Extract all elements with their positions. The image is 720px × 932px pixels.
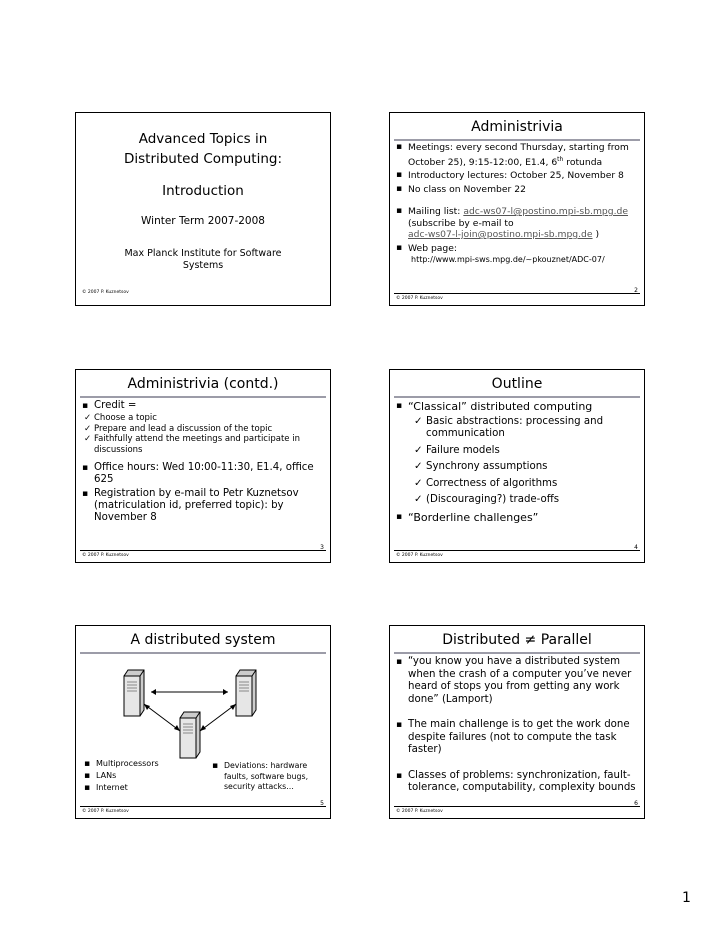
slide-2-title: Administrivia [471,119,563,135]
title-rule [80,396,326,398]
slide-footer: © 2007 P. Kuznetsov 5 [82,800,324,814]
list-item: ▪ Registration by e-mail to Petr Kuznetsov (matriculation id, preferred topic): by November 8 [82,488,326,524]
check-item: ✓ (Discouraging?) trade-offs [414,494,640,507]
list-item: ▪ No class on November 22 [396,184,640,196]
slide-1-footer: © 2007 P. Kuznetsov [82,290,129,295]
slide-1-subtitle: Introduction [162,183,244,199]
slide-6-bullets [396,656,640,795]
check-item: ✓ Synchrony assumptions [414,461,640,474]
list-item: ▪ Web page: http://www.mpi-sws.mpg.de/~pkouznet/ADC-07/ [396,243,640,266]
slide-2 [389,112,645,306]
title-rule [394,652,640,654]
list-item: ▪ Meetings: every second Thursday, starting from October 25), 9:15-12:00, E1.4, 6th rotunda [396,142,640,168]
list-item: ▪ Introductory lectures: October 25, November 8 [396,170,640,182]
title-rule [394,139,640,141]
server-icon [236,670,256,716]
link-line [144,704,180,731]
list-item: ▪ Mailing list: adc-ws07-l@postino.mpi-sb.mpg.de (subscribe by e-mail to adc-ws07-l-join@postino.mpi-sb.mpg.de ) [396,206,640,241]
slide-6-title: Distributed ≠ Parallel [442,632,592,648]
link-line [200,704,236,731]
slide-1 [75,112,331,306]
arrowhead [174,725,180,731]
slide-3-title: Administrivia (contd.) [127,376,279,392]
credit-checklist [84,413,326,455]
list-item: ▪ Deviations: hardware faults, software bugs, security attacks… [212,761,322,793]
slide-2-bullets [396,142,640,266]
slide-1-term: Winter Term 2007-2008 [141,215,265,227]
list-item: ▪ LANs [84,770,159,782]
server-icon [180,712,200,758]
arrowhead [230,704,236,710]
slide-4-bullets [396,400,640,524]
slide-footer: © 2007 P. Kuznetsov 4 [396,544,638,558]
slide-4 [389,369,645,563]
slide-5-title: A distributed system [130,632,276,648]
slide-footer: © 2007 P. Kuznetsov 3 [82,544,324,558]
arrowhead [200,725,206,731]
slide-footer: © 2007 P. Kuznetsov 6 [396,800,638,814]
deviations-list [212,761,322,793]
arrowhead [151,689,156,695]
page-number: 1 [682,890,691,906]
arrowhead [144,704,150,710]
list-item: ▪ The main challenge is to get the work done despite failures (not to compute the task faster) [396,719,640,757]
check-item: ✓ Faithfully attend the meetings and participate in discussions [84,434,326,455]
list-item: ▪ “Classical” distributed computing ✓ Basic abstractions: processing and communication ✓ Failure models ✓ Synchrony assumptions ✓ Correctness of algorithms ✓ (Discouraging?) trade-offs [396,400,640,507]
outline-checklist [414,416,640,507]
check-item: ✓ Basic abstractions: processing and communication [414,416,640,441]
web-page-url[interactable]: http://www.mpi-sws.mpg.de/~pkouznet/ADC-07/ [411,255,605,265]
system-types-list [84,758,159,794]
subscribe-link[interactable]: adc-ws07-l-join@postino.mpi-sb.mpg.de [408,229,593,241]
list-item: ▪ Classes of problems: synchronization, fault-tolerance, computability, complexity bounds [396,770,640,795]
list-item: ▪ “Borderline challenges” [396,511,640,525]
slide-5 [75,625,331,819]
arrowhead [223,689,228,695]
list-item: ▪ Internet [84,782,159,794]
slide-3 [75,369,331,563]
slide-footer: © 2007 P. Kuznetsov 2 [396,287,638,301]
title-rule [80,652,326,654]
list-item: ▪ Multiprocessors [84,758,159,770]
check-item: ✓ Failure models [414,445,640,458]
mailing-list-link[interactable]: adc-ws07-l@postino.mpi-sb.mpg.de [463,206,628,218]
slide-6 [389,625,645,819]
slide-1-title: Advanced Topics in Distributed Computing: [123,131,283,167]
title-rule [394,396,640,398]
check-item: ✓ Choose a topic [84,413,326,424]
server-icon [124,670,144,716]
check-item: ✓ Prepare and lead a discussion of the topic [84,424,326,435]
list-item: ▪ “you know you have a distributed system when the crash of a computer you’ve never heard of stops you from getting any work done” (Lamport) [396,656,640,706]
slide-4-title: Outline [491,376,543,392]
slide-1-institute: Max Planck Institute for Software Systems [124,248,282,271]
slide-3-bullets [82,400,326,524]
check-item: ✓ Correctness of algorithms [414,478,640,491]
list-item: ▪ Office hours: Wed 10:00-11:30, E1.4, office 625 [82,462,326,486]
list-item: ▪ Credit = ✓ Choose a topic ✓ Prepare and lead a discussion of the topic ✓ Faithfully attend the meetings and participate in discussions [82,400,326,455]
